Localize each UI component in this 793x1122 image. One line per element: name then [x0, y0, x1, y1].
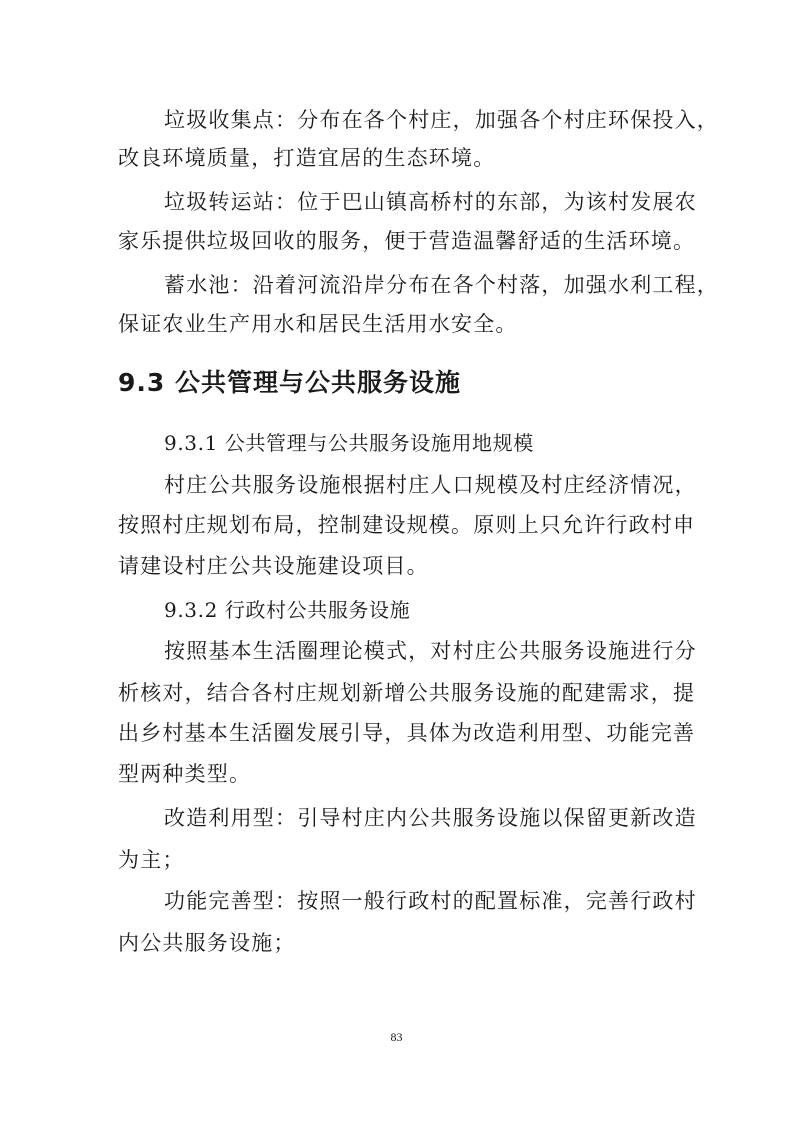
paragraph-reservoir-line-2: 保证农业生产用水和居民生活用水安全。: [118, 312, 518, 336]
subsection-heading-9-3-2: 9.3.2 行政村公共服务设施: [164, 598, 411, 622]
paragraph-transfer-station-line-1: 垃圾转运站：位于巴山镇高桥村的东部，为该村发展农: [164, 190, 697, 214]
paragraph-life-circle-line-2: 析核对，结合各村庄规划新增公共服务设施的配建需求，提: [118, 681, 696, 705]
paragraph-scale-line-1: 村庄公共服务设施根据村庄人口规模及村庄经济情况，: [164, 473, 697, 497]
paragraph-renovation-type-line-2: 为主；: [118, 848, 185, 872]
paragraph-transfer-station-line-2: 家乐提供垃圾回收的服务，便于营造温馨舒适的生活环境。: [118, 229, 696, 253]
paragraph-function-type-line-2: 内公共服务设施；: [118, 931, 296, 955]
section-heading: 9.3 公共管理与公共服务设施: [118, 368, 461, 397]
paragraph-life-circle-line-1: 按照基本生活圈理论模式，对村庄公共服务设施进行分: [164, 639, 697, 663]
paragraph-renovation-type-line-1: 改造利用型：引导村庄内公共服务设施以保留更新改造: [164, 806, 697, 830]
subsection-heading-9-3-1: 9.3.1 公共管理与公共服务设施用地规模: [164, 431, 534, 455]
paragraph-scale-line-3: 请建设村庄公共设施建设项目。: [118, 554, 429, 578]
paragraph-garbage-collection-line-2: 改良环境质量，打造宜居的生态环境。: [118, 146, 496, 170]
paragraph-function-type-line-1: 功能完善型：按照一般行政村的配置标准，完善行政村: [164, 889, 697, 913]
paragraph-garbage-collection-line-1: 垃圾收集点：分布在各个村庄，加强各个村庄环保投入，: [164, 108, 719, 132]
paragraph-life-circle-line-4: 型两种类型。: [118, 762, 252, 786]
paragraph-scale-line-2: 按照村庄规划布局，控制建设规模。原则上只允许行政村申: [118, 513, 696, 537]
page-number: 83: [390, 1030, 403, 1044]
paragraph-life-circle-line-3: 出乡村基本生活圈发展引导，具体为改造利用型、功能完善: [118, 721, 696, 745]
paragraph-reservoir-line-1: 蓄水池：沿着河流沿岸分布在各个村落，加强水利工程，: [164, 273, 719, 297]
